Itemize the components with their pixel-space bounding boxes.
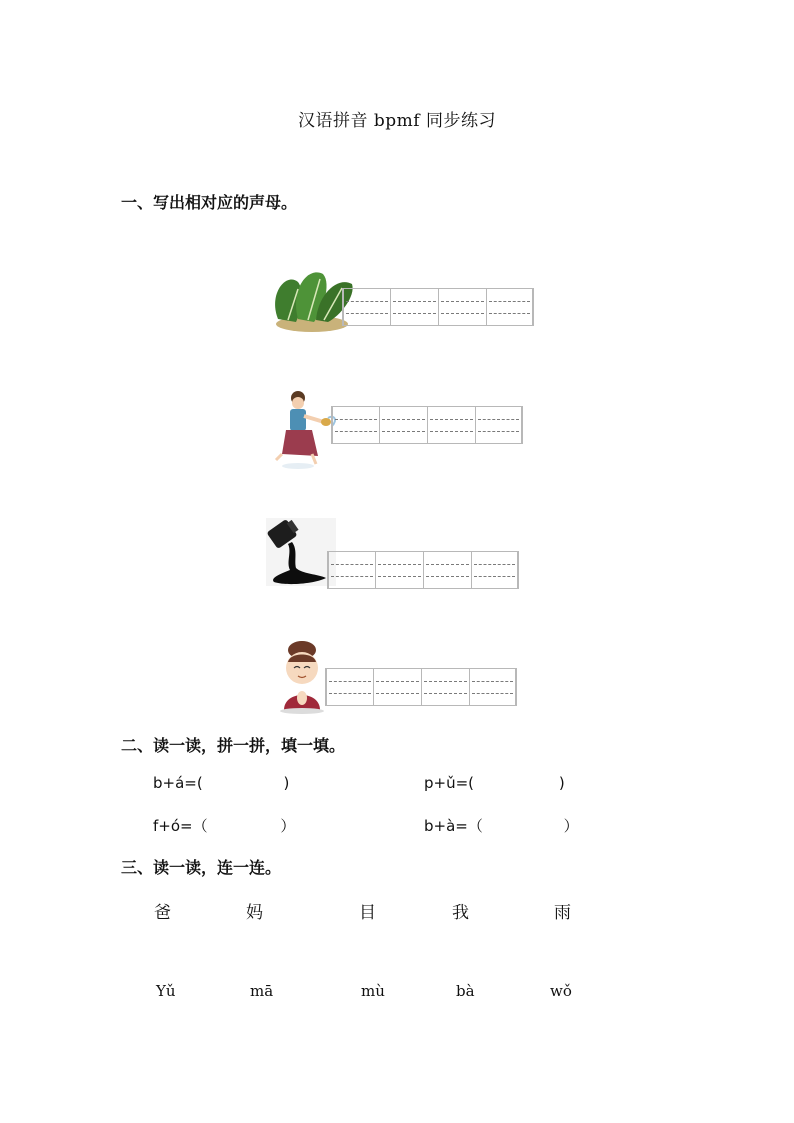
closing-paren: )	[283, 774, 290, 792]
writing-grid-2[interactable]	[331, 406, 523, 444]
splashing-water-image	[268, 388, 340, 472]
pinyin-equation-3	[153, 815, 295, 836]
grid-cell[interactable]	[373, 668, 421, 706]
equation-text: b+à=（	[424, 817, 483, 835]
hanzi-1[interactable]: 爸	[154, 903, 171, 923]
page-title: 汉语拼音 bpmf 同步练习	[298, 111, 496, 131]
grid-cell[interactable]	[390, 288, 438, 326]
grid-cell[interactable]	[471, 551, 519, 589]
pinyin-2[interactable]: mā	[250, 982, 274, 1000]
grid-cell[interactable]	[438, 288, 486, 326]
pinyin-5[interactable]: wǒ	[550, 982, 572, 1000]
pinyin-3[interactable]: mù	[361, 982, 385, 1000]
grid-cell[interactable]	[379, 406, 427, 444]
writing-grid-1[interactable]	[342, 288, 534, 326]
grid-cell[interactable]	[486, 288, 534, 326]
grid-cell[interactable]	[423, 551, 471, 589]
buddha-image	[276, 640, 328, 716]
equation-text: p+ǔ=(	[424, 774, 475, 792]
closing-paren: )	[558, 774, 565, 792]
closing-paren: ）	[563, 817, 579, 835]
grid-cell[interactable]	[469, 668, 517, 706]
grid-cell[interactable]	[427, 406, 475, 444]
section3-heading: 三、读一读，连一连。	[121, 858, 282, 877]
grid-cell[interactable]	[327, 551, 375, 589]
grid-cell[interactable]	[325, 668, 373, 706]
grid-cell[interactable]	[375, 551, 423, 589]
writing-grid-4[interactable]	[325, 668, 517, 706]
grid-cell[interactable]	[331, 406, 379, 444]
spilled-ink-image	[266, 518, 336, 586]
equation-text: b+á=(	[153, 774, 203, 792]
hanzi-5[interactable]: 雨	[554, 903, 571, 923]
hanzi-3[interactable]: 目	[359, 903, 376, 923]
pinyin-1[interactable]: Yǔ	[156, 982, 176, 1000]
section2-heading: 二、读一读，拼一拼，填一填。	[121, 736, 346, 755]
section1-heading: 一、写出相对应的声母。	[121, 193, 298, 212]
hanzi-2[interactable]: 妈	[246, 903, 263, 923]
grid-cell[interactable]	[342, 288, 390, 326]
closing-paren: ）	[280, 817, 296, 835]
pinyin-equation-4	[424, 815, 579, 836]
pinyin-equation-2	[424, 774, 565, 792]
equation-text: f+ó=（	[153, 817, 208, 835]
pinyin-equation-1	[153, 774, 289, 792]
writing-grid-3[interactable]	[327, 551, 519, 589]
pinyin-4[interactable]: bà	[456, 982, 475, 1000]
hanzi-4[interactable]: 我	[452, 903, 469, 923]
grid-cell[interactable]	[421, 668, 469, 706]
grid-cell[interactable]	[475, 406, 523, 444]
